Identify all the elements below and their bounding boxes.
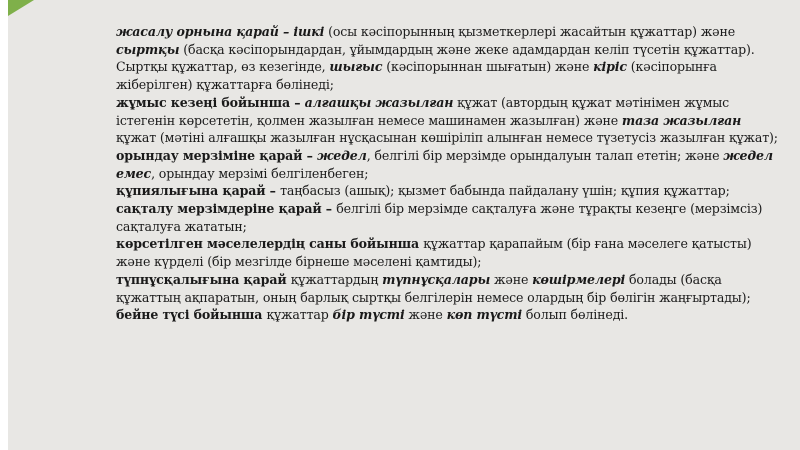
text-run: және <box>490 271 533 287</box>
text-run: сақталу мерзімдеріне қарай – <box>116 201 337 217</box>
text-run: құжаттар <box>266 307 333 323</box>
text-run: болып бөлінеді. <box>522 307 629 323</box>
paragraph-deadline <box>116 147 780 182</box>
text-run: көп түсті <box>446 307 523 323</box>
document-body <box>116 23 780 324</box>
text-run: таза жазылған <box>621 112 742 128</box>
text-run: (кәсіпорыннан шығатын) және <box>382 59 594 75</box>
left-strip <box>0 0 8 450</box>
paragraph-authenticity <box>116 271 780 306</box>
text-run: белгілі бір мерзімде сақталуға және тұрақты кезеңге (мерзімсіз) сақталуға жататын; <box>116 201 763 234</box>
text-run: жасалу орнына қарай – ішкі <box>116 24 325 39</box>
paragraph-storage <box>116 200 780 235</box>
text-run: жедел <box>316 147 367 163</box>
text-run: жұмыс кезеңі бойынша – <box>116 94 305 110</box>
text-run: (осы кәсіпорынның қызметкерлері жасайтын құжаттар) және <box>324 24 736 39</box>
text-run: түпнұсқалары <box>382 271 491 287</box>
text-run: және <box>404 307 447 323</box>
text-run: құжат (автордың құжат мәтінімен жұмыс істегенін көрсететін, қолмен жазылған немесе машинамен жазылған) және <box>116 94 730 128</box>
text-run: таңбасыз (ашық); қызмет бабында пайдалану үшін; құпия құжаттар; <box>280 183 730 199</box>
text-run: алғашқы жазылған <box>304 94 454 110</box>
text-run: бір түсті <box>332 307 405 323</box>
text-run: көшірмелері <box>532 271 626 287</box>
text-run: сыртқы <box>116 41 180 57</box>
text-run: болады (басқа құжаттың ақпаратын, оның барлық сыртқы белгілерін немесе олардың бір бөлігін жаңғыртады); <box>116 271 751 305</box>
text-run: көрсетілген мәселелердің саны бойынша <box>116 236 424 252</box>
text-run: (басқа кәсіпорындардан, ұйымдардың және жеке адамдардан келіп түсетін құжаттар). Сыртқы құжаттар, өз кезегінде, <box>116 41 755 75</box>
text-run: (кәсіпорынға жіберілген) құжаттарға бөлінеді; <box>116 59 717 93</box>
text-run: , белгілі бір мерзімде орындалуын талап ететін; және <box>366 147 724 163</box>
text-run: , орындау мерзімі белгіленбеген; <box>151 165 369 181</box>
text-run: құжаттар қарапайым (бір ғана мәселеге қатысты) және күрделі (бір мезгілде бірнеше мәселені қамтиды); <box>116 236 752 270</box>
text-run: кіріс <box>593 59 627 75</box>
text-run: құжат (мәтіні алғашқы жазылған нұсқасынан көшіріліп алынған немесе түзетусіз жазылған құжат); <box>116 130 778 146</box>
text-run: құпиялығына қарай – <box>116 183 281 199</box>
text-run: жедел емес <box>116 147 773 181</box>
paragraph-work-stage <box>116 94 780 147</box>
text-run: бейне түсі бойынша <box>116 307 267 323</box>
text-run: түпнұсқалығына қарай <box>116 271 291 287</box>
paragraph-origin <box>116 23 780 94</box>
paragraph-issue-count <box>116 235 780 270</box>
paragraph-confidentiality <box>116 182 780 200</box>
text-run: шығыс <box>329 59 383 75</box>
triangle-icon <box>8 0 34 16</box>
text-run: орындау мерзіміне қарай – <box>116 147 317 163</box>
paragraph-color <box>116 306 780 324</box>
text-run: құжаттардың <box>290 271 383 287</box>
